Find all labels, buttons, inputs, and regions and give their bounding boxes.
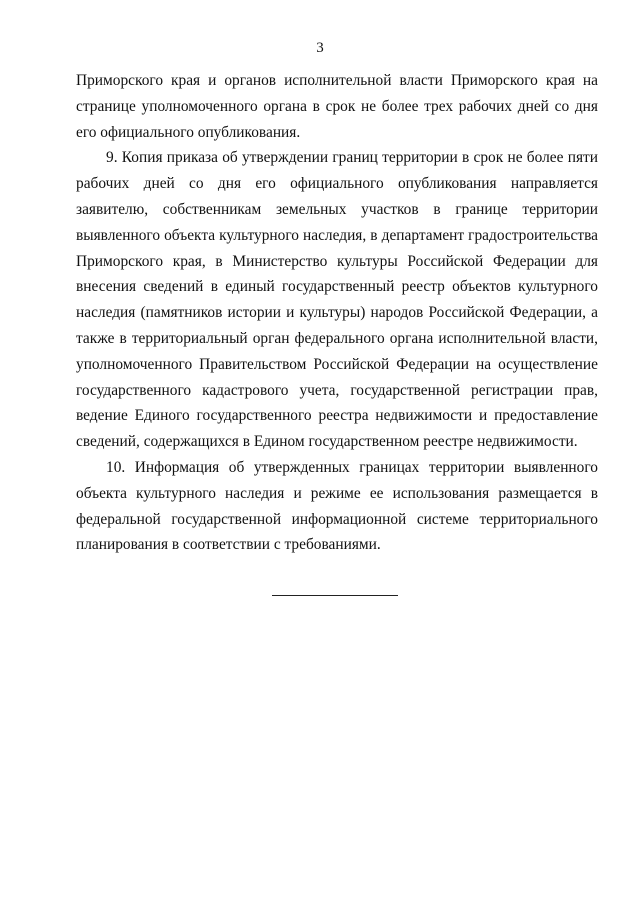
document-body (76, 68, 598, 558)
paragraph-continuation: Приморского края и органов исполнительной власти Приморского края на странице уполномоченного органа в срок не более трех рабочих дней со дня его официального опубликования. (76, 72, 598, 141)
page-number: 3 (316, 40, 324, 56)
paragraph-10: 10. Информация об утвержденных границах территории выявленного объекта культурного наследия и режиме ее использования размещается в федеральной государственной информационной системе территориального планирования в соответствии с требованиями. (76, 458, 598, 554)
paragraph-9: 9. Копия приказа об утверждении границ территории в срок не более пяти рабочих дней со дня его официального опубликования направляется заявителю, собственникам земельных участков в границе территории выявленного объекта культурного наследия, в департамент градостроительства Приморского края, в Министерство культуры Российской Федерации для внесения сведений в единый государственный реестр объектов культурного наследия (памятников истории и культуры) народов Российской Федерации, а также в территориальный орган федерального органа исполнительной власти, уполномоченного Правительством Российской Федерации на осуществление государственного кадастрового учета, государственной регистрации прав, ведение Единого государственного реестра недвижимости и предоставление сведений, содержащихся в Едином государственном реестре недвижимости. (76, 149, 598, 451)
end-separator-line (272, 595, 398, 596)
